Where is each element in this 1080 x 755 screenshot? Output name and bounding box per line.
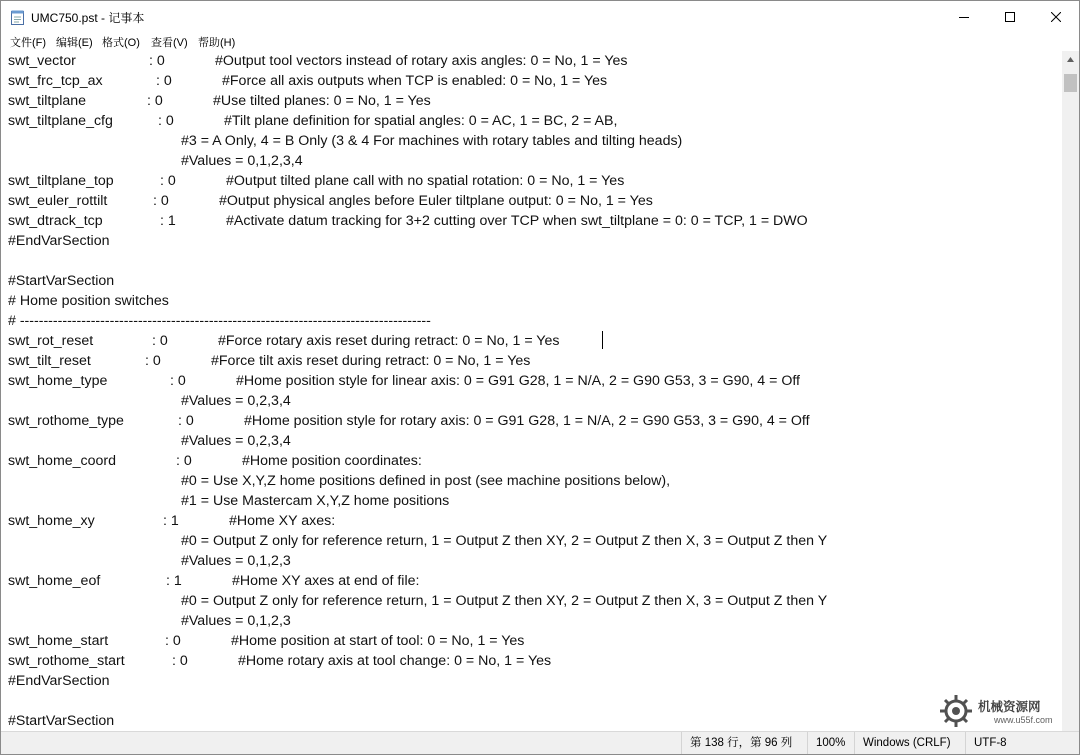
comment-continuation: #0 = Output Z only for reference return, 1 = Output Z then XY, 2 = Output Z then X, 3 = Output Z then Y xyxy=(181,533,828,549)
editor-line xyxy=(1,211,808,231)
comment-continuation: #Values = 0,2,3,4 xyxy=(181,393,291,409)
editor-line xyxy=(1,591,828,611)
editor-line xyxy=(1,511,336,531)
editor-line xyxy=(1,371,800,391)
var-name: swt_home_start xyxy=(8,633,109,649)
var-value: : 0 xyxy=(147,93,163,109)
editor-line xyxy=(1,551,291,571)
var-name: swt_home_xy xyxy=(8,513,95,529)
close-button[interactable] xyxy=(1033,1,1079,33)
var-comment: #Home rotary axis at tool change: 0 = No, 1 = Yes xyxy=(238,653,552,669)
var-value: : 0 xyxy=(165,633,181,649)
comment-continuation: #1 = Use Mastercam X,Y,Z home positions xyxy=(181,493,450,509)
watermark-url: www.u55f.com xyxy=(994,715,1053,725)
var-name: swt_home_eof xyxy=(8,573,101,589)
var-name: swt_home_coord xyxy=(8,453,117,469)
editor-line xyxy=(1,531,828,551)
maximize-button[interactable] xyxy=(987,1,1033,33)
var-comment: #Activate datum tracking for 3+2 cutting over TCP when swt_tiltplane = 0: 0 = TCP, 1 = DWO xyxy=(226,213,808,229)
editor-line xyxy=(1,451,422,471)
var-name: swt_tiltplane xyxy=(8,93,87,109)
minimize-icon xyxy=(959,12,969,22)
editor-line xyxy=(1,271,115,291)
gear-logo-icon xyxy=(938,693,974,729)
editor-line xyxy=(1,191,653,211)
editor-line xyxy=(1,391,291,411)
var-value: : 0 xyxy=(145,353,161,369)
var-name: swt_home_type xyxy=(8,373,108,389)
menu-file[interactable]: 文件(F) xyxy=(10,37,47,49)
var-comment: #Home position style for rotary axis: 0 = G91 G28, 1 = N/A, 2 = G90 G53, 3 = G90, 4 = Off xyxy=(244,413,810,429)
editor-line xyxy=(1,351,531,371)
section-marker: #StartVarSection xyxy=(8,273,115,289)
status-zoom: 100% xyxy=(807,732,854,755)
menu-bar xyxy=(1,33,1079,51)
comment-continuation: #0 = Output Z only for reference return, 1 = Output Z then XY, 2 = Output Z then X, 3 = Output Z then Y xyxy=(181,593,828,609)
var-comment: #Home position style for linear axis: 0 = G91 G28, 1 = N/A, 2 = G90 G53, 3 = G90, 4 = Off xyxy=(236,373,800,389)
editor-line xyxy=(1,291,169,311)
notepad-app-icon xyxy=(11,10,24,25)
var-value: : 0 xyxy=(170,373,186,389)
editor-line xyxy=(1,251,25,271)
editor-line xyxy=(1,611,291,631)
var-comment: #Force all axis outputs when TCP is enabled: 0 = No, 1 = Yes xyxy=(222,73,608,89)
comment-continuation: #Values = 0,1,2,3,4 xyxy=(181,153,303,169)
editor-line xyxy=(1,91,431,111)
watermark-site-name: 机械资源网 xyxy=(978,700,1041,714)
editor-line xyxy=(1,111,618,131)
menu-help[interactable]: 帮助(H) xyxy=(198,37,236,49)
editor-line xyxy=(1,571,420,591)
window-title: UMC750.pst - 记事本 xyxy=(31,11,145,25)
editor-line xyxy=(1,431,291,451)
comment-continuation: #Values = 0,1,2,3 xyxy=(181,553,291,569)
status-encoding: UTF-8 xyxy=(965,732,1070,755)
var-value: : 0 xyxy=(153,193,169,209)
title-bar[interactable] xyxy=(1,1,1079,33)
var-value: : 1 xyxy=(160,213,176,229)
editor-line xyxy=(1,691,25,711)
vertical-scrollbar[interactable] xyxy=(1062,51,1079,731)
editor-line xyxy=(1,171,625,191)
var-value: : 1 xyxy=(163,513,179,529)
editor-line xyxy=(1,471,671,491)
close-icon xyxy=(1051,12,1061,22)
editor-line xyxy=(1,711,115,731)
editor-line xyxy=(1,411,810,431)
var-value: : 1 xyxy=(166,573,182,589)
var-name: swt_rothome_start xyxy=(8,653,125,669)
var-comment: #Output physical angles before Euler tiltplane output: 0 = No, 1 = Yes xyxy=(219,193,653,209)
menu-format[interactable]: 格式(O) xyxy=(102,37,140,49)
text-caret xyxy=(602,331,603,349)
status-line-ending: Windows (CRLF) xyxy=(854,732,963,755)
section-comment: # Home position switches xyxy=(8,293,169,309)
watermark xyxy=(936,691,1056,731)
var-value: : 0 xyxy=(178,413,194,429)
maximize-icon xyxy=(1005,12,1015,22)
scroll-up-arrow-icon xyxy=(1067,57,1074,62)
var-name: swt_tiltplane_top xyxy=(8,173,114,189)
var-name: swt_tilt_reset xyxy=(8,353,91,369)
menu-view[interactable]: 查看(V) xyxy=(151,37,188,49)
section-marker: #StartVarSection xyxy=(8,713,115,729)
comment-continuation: #3 = A Only, 4 = B Only (3 & 4 For machines with rotary tables and tilting heads) xyxy=(181,133,683,149)
var-comment: #Home XY axes: xyxy=(229,513,336,529)
var-comment: #Tilt plane definition for spatial angles: 0 = AC, 1 = BC, 2 = AB, xyxy=(224,113,618,129)
editor-line xyxy=(1,311,431,331)
var-name: swt_vector xyxy=(8,53,76,69)
var-name: swt_rot_reset xyxy=(8,333,94,349)
editor-line xyxy=(1,651,552,671)
var-comment: #Force tilt axis reset during retract: 0 = No, 1 = Yes xyxy=(211,353,531,369)
text-editor[interactable] xyxy=(1,51,1062,731)
editor-line xyxy=(1,491,450,511)
editor-line xyxy=(1,151,303,171)
var-value: : 0 xyxy=(160,173,176,189)
var-comment: #Home position coordinates: xyxy=(242,453,422,469)
var-comment: #Home position at start of tool: 0 = No, 1 = Yes xyxy=(231,633,525,649)
status-bar xyxy=(1,731,1079,755)
var-name: swt_tiltplane_cfg xyxy=(8,113,113,129)
comment-continuation: #Values = 0,1,2,3 xyxy=(181,613,291,629)
scroll-thumb[interactable] xyxy=(1064,74,1077,92)
editor-line xyxy=(1,51,628,71)
scroll-up-button[interactable] xyxy=(1062,51,1079,68)
var-name: swt_frc_tcp_ax xyxy=(8,73,103,89)
editor-line xyxy=(1,231,110,251)
var-value: : 0 xyxy=(149,53,165,69)
var-value: : 0 xyxy=(156,73,172,89)
section-marker: #EndVarSection xyxy=(8,673,110,689)
var-comment: #Use tilted planes: 0 = No, 1 = Yes xyxy=(213,93,431,109)
editor-line xyxy=(1,131,683,151)
var-value: : 0 xyxy=(152,333,168,349)
editor-line xyxy=(1,331,560,351)
var-value: : 0 xyxy=(176,453,192,469)
var-name: swt_dtrack_tcp xyxy=(8,213,103,229)
var-name: swt_rothome_type xyxy=(8,413,124,429)
var-name: swt_euler_rottilt xyxy=(8,193,108,209)
var-comment: #Output tilted plane call with no spatial rotation: 0 = No, 1 = Yes xyxy=(226,173,625,189)
var-comment: #Force rotary axis reset during retract: 0 = No, 1 = Yes xyxy=(218,333,560,349)
status-cursor-position: 第 138 行，第 96 列 xyxy=(681,732,790,755)
menu-edit[interactable]: 编辑(E) xyxy=(56,37,93,49)
editor-line xyxy=(1,671,110,691)
minimize-button[interactable] xyxy=(941,1,987,33)
separator-comment: # --------------------------------------------------------------------------------------- xyxy=(8,313,431,329)
editor-line xyxy=(1,631,525,651)
comment-continuation: #Values = 0,2,3,4 xyxy=(181,433,291,449)
editor-line xyxy=(1,71,608,91)
var-value: : 0 xyxy=(172,653,188,669)
section-marker: #EndVarSection xyxy=(8,233,110,249)
var-comment: #Output tool vectors instead of rotary axis angles: 0 = No, 1 = Yes xyxy=(215,53,628,69)
comment-continuation: #0 = Use X,Y,Z home positions defined in post (see machine positions below), xyxy=(181,473,671,489)
var-value: : 0 xyxy=(158,113,174,129)
var-comment: #Home XY axes at end of file: xyxy=(232,573,420,589)
